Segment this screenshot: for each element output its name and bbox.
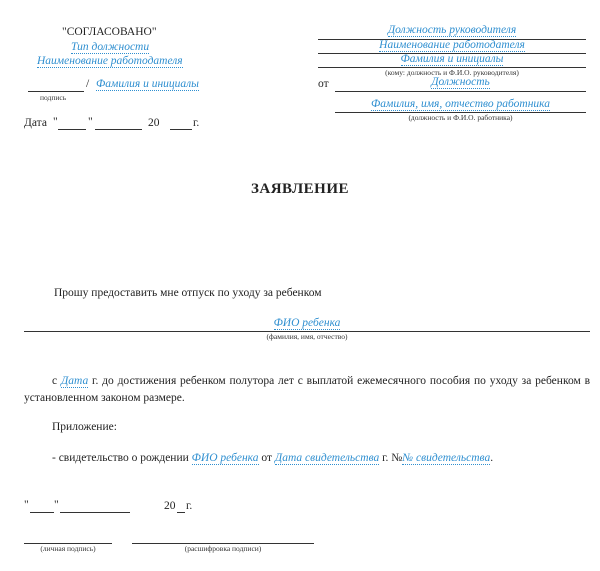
- document-title: ЗАЯВЛЕНИЕ: [250, 181, 350, 197]
- footer-month-line[interactable]: [60, 512, 130, 513]
- start-date-field[interactable]: Дата: [60, 375, 89, 387]
- certificate-number-field[interactable]: № свидетельства: [402, 452, 491, 464]
- addressee-employee-name-field[interactable]: Фамилия, имя, отчество работника: [371, 98, 550, 110]
- approval-signature-line: [28, 91, 84, 92]
- approval-month-line[interactable]: [95, 129, 142, 130]
- footer-day-line[interactable]: [30, 512, 54, 513]
- addressee-manager-name-row: [318, 53, 586, 65]
- footer-open-quote: ": [24, 499, 29, 511]
- request-text: Прошу предоставить мне отпуск по уходу за ребенком: [54, 287, 322, 299]
- conditions-paragraph: [24, 373, 590, 407]
- footer-year-prefix: 20: [164, 500, 176, 512]
- conditions-text: г. до достижения ребенком полутора лет с выплатой ежемесячного пособия по уходу за ребенком в установленном законом размере.: [24, 375, 591, 404]
- child-name-row: [24, 317, 590, 329]
- attachment-child-name-field[interactable]: ФИО ребенка: [191, 452, 259, 464]
- conditions-from-word: с: [52, 375, 58, 387]
- addressee-from-label: от: [318, 78, 329, 90]
- addressee-employee-position-field[interactable]: Должность: [431, 76, 490, 88]
- approval-day-line[interactable]: [58, 129, 86, 130]
- attachments-heading: Приложение:: [52, 421, 117, 433]
- addressee-manager-position-row: [318, 24, 586, 36]
- addressee-employee-name-row: [335, 98, 586, 110]
- approval-position-type-field[interactable]: Тип должности: [71, 41, 150, 53]
- attachment-number-label: г. №: [382, 452, 403, 464]
- approval-year-line[interactable]: [170, 129, 192, 130]
- approval-date-open-quote: ": [53, 116, 58, 128]
- addressee-manager-position-field[interactable]: Должность руководителя: [387, 24, 517, 36]
- certificate-date-field[interactable]: Дата свидетельства: [274, 452, 380, 464]
- approval-slash: /: [86, 78, 90, 90]
- child-name-field[interactable]: ФИО ребенка: [273, 317, 341, 329]
- approval-year-suffix: г.: [193, 117, 200, 129]
- attachment-period: .: [490, 452, 494, 464]
- child-name-caption: (фамилия, имя, отчество): [266, 332, 348, 341]
- addressee-line-4: [335, 91, 586, 92]
- approval-heading: "СОГЛАСОВАНО": [62, 26, 157, 38]
- addressee-employee-position-row: [335, 76, 586, 88]
- addressee-manager-name-field[interactable]: Фамилия и инициалы: [400, 53, 504, 65]
- approval-name-field[interactable]: Фамилия и инициалы: [96, 78, 199, 90]
- addressee-employee-caption: (должность и Ф.И.О. работника): [408, 113, 513, 122]
- attachment-from-word: от: [261, 452, 273, 464]
- footer-year-suffix: г.: [186, 500, 193, 512]
- attachment-item-prefix: - свидетельство о рождении: [52, 452, 189, 464]
- footer-year-line[interactable]: [177, 512, 185, 513]
- attachment-item: [52, 452, 493, 464]
- addressee-to-caption: (кому: должность и Ф.И.О. руководителя): [385, 68, 519, 77]
- addressee-employer-field[interactable]: Наименование работодателя: [379, 39, 525, 51]
- approval-year-prefix: 20: [148, 117, 160, 129]
- footer-close-quote: ": [54, 499, 59, 511]
- approval-date-label: Дата: [24, 117, 47, 129]
- approval-signature-caption: подпись: [40, 93, 67, 102]
- signature-decoding-caption: (расшифровка подписи): [184, 544, 262, 553]
- approval-employer-field[interactable]: Наименование работодателя: [37, 55, 183, 67]
- addressee-employer-row: [318, 39, 586, 51]
- personal-signature-caption: (личная подпись): [40, 544, 96, 553]
- approval-date-close-quote: ": [88, 116, 93, 128]
